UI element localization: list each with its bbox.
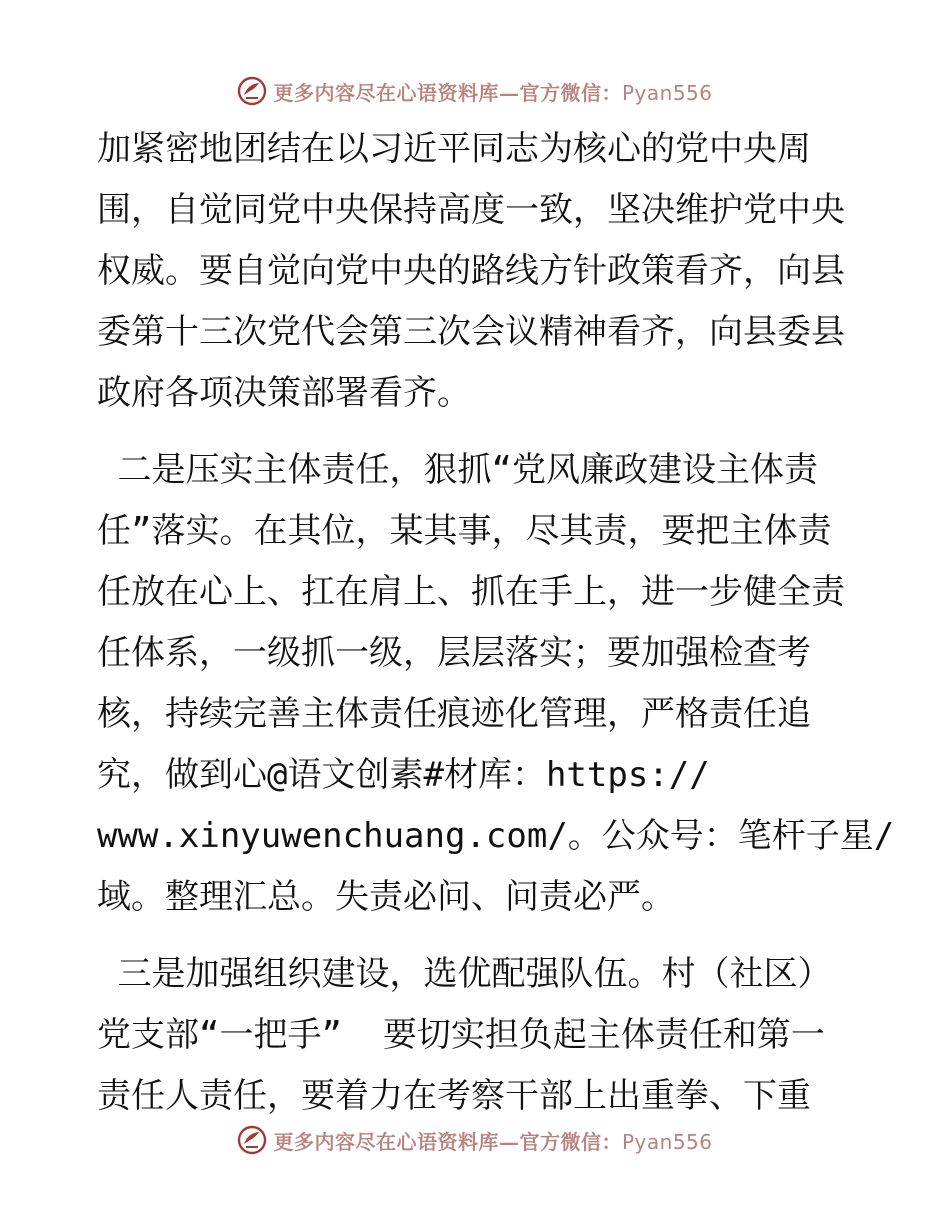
text-line: 二是压实主体责任，狠抓“党风廉政建设主体责 xyxy=(97,450,818,490)
pen-heart-logo-icon xyxy=(237,76,267,106)
text-line: 围，自觉同党中央保持高度一致，坚决维护党中央 xyxy=(97,190,845,230)
watermark-text: 更多内容尽在心语资料库—官方微信：Pyan556 xyxy=(273,80,713,105)
text-line: 加紧密地团结在以习近平同志为核心的党中央周 xyxy=(97,129,811,169)
pen-heart-logo-icon xyxy=(237,1125,267,1155)
paragraph-1 xyxy=(97,119,877,424)
text-line: 任”落实。在其位，某其事，尽其责，要把主体责 xyxy=(97,511,832,551)
text-line: 权威。要自觉向党中央的路线方针政策看齐，向县 xyxy=(97,251,845,291)
document-body xyxy=(97,119,895,1127)
text-line: 党支部“一把手” 要切实担负起主体责任和第一 xyxy=(97,1015,825,1055)
text-line: 责任人责任，要着力在考察干部上出重拳、下重 xyxy=(97,1076,811,1116)
text-line: 任体系，一级抓一级，层层落实；要加强检查考 xyxy=(97,633,811,673)
text-line: 究，做到心@语文创素#材库：https:// xyxy=(97,755,710,795)
paragraph-3 xyxy=(97,944,877,1127)
text-line: 政府各项决策部署看齐。 xyxy=(97,373,471,413)
text-line: 核，持续完善主体责任痕迹化管理，严格责任追 xyxy=(97,694,811,734)
text-line: 三是加强组织建设，选优配强队伍。村（社区） xyxy=(97,954,832,994)
text-line: 域。整理汇总。失责必问、问责必严。 xyxy=(97,877,675,917)
header-watermark xyxy=(0,71,950,111)
footer-watermark xyxy=(0,1120,950,1160)
watermark-text: 更多内容尽在心语资料库—官方微信：Pyan556 xyxy=(273,1129,713,1154)
paragraph-2 xyxy=(97,440,895,928)
text-line: 委第十三次党代会第三次会议精神看齐，向县委县 xyxy=(97,312,845,352)
text-line: www.xinyuwenchuang.com/。公众号：笔杆子星/ xyxy=(97,816,895,856)
text-line: 任放在心上、扛在肩上、抓在手上，进一步健全责 xyxy=(97,572,845,612)
